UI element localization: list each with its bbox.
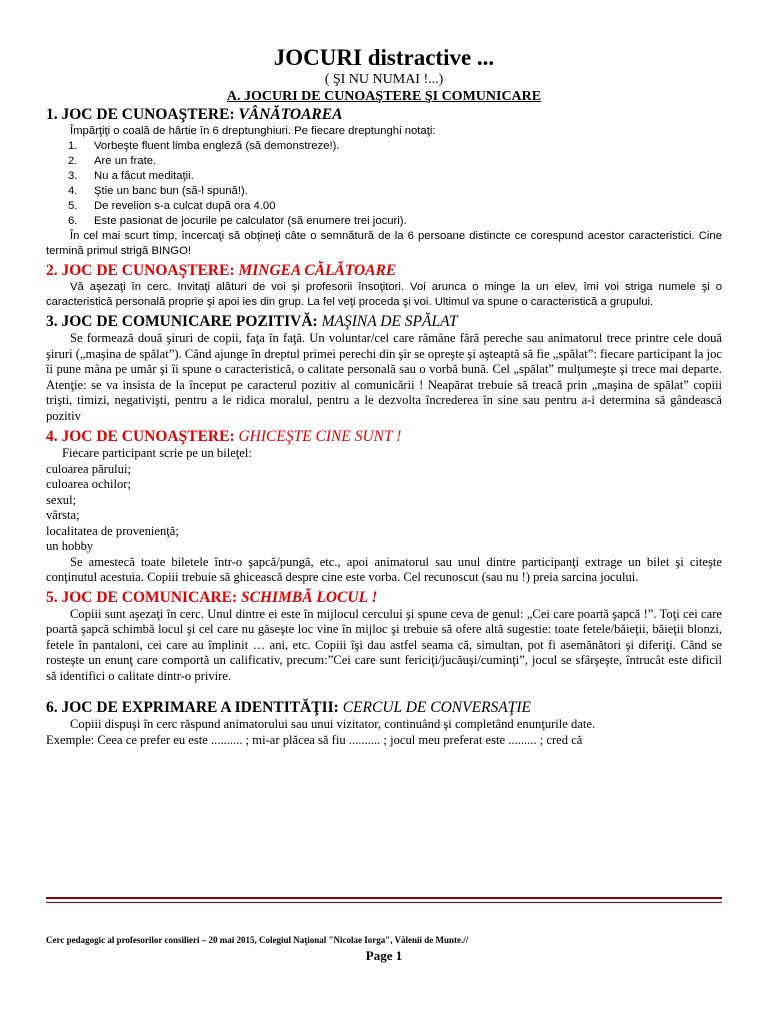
list-text: Este pasionat de jocurile pe calculator (să enumere trei jocuri).: [94, 215, 407, 227]
list-item: [46, 214, 722, 229]
game1-heading: [46, 105, 722, 124]
game4-item: vârsta;: [46, 508, 80, 522]
game4-heading: [46, 427, 722, 446]
game5-heading-label: 5. JOC DE COMUNICARE:: [46, 588, 238, 606]
document-page: [46, 44, 722, 748]
game4-item: localitatea de provenienţă;: [46, 523, 179, 538]
footer-text: Cerc pedagogic al profesorilor consilieri – 20 mai 2015, Colegiul Naţional "Nicolae Iorga", Vălenii de Munte.//: [46, 935, 469, 945]
game2-heading-label: 2. JOC DE CUNOAŞTERE:: [46, 262, 235, 279]
game6-heading: [46, 698, 722, 717]
game3-body: Se formează două şiruri de copii, faţa în faţă. Un voluntar/cel care rămâne fără pereche sau animatorul trece printre cele două şiruri („maşina de spălat”). Când ajunge în dreptul primei perechi din şir se opreşte şi aşteaptă să fie „spălat”: fiecare participant la joc îi pune mâna pe umăr şi îi spune o caracteristică, o calitate personală sau o vorbă bună. Cel „spălat” mulţumeşte şi trece mai departe. Atenţie: se va insista de la început pe caracterul pozitiv al comunicării ! Neapărat trebuie să treacă prin „maşina de spălat” copiii trişti, timizi, negativişti, pentru a le ridica moralul, pentru a le dezvolta încrederea în sine sau pentru a-i determina să gândească pozitiv: [46, 331, 722, 423]
game1-heading-label: 1. JOC DE CUNOAŞTERE:: [46, 106, 235, 123]
game4-item: sexul;: [46, 492, 77, 507]
footer-rule-thick: [46, 897, 722, 899]
game2-heading: [46, 261, 722, 280]
game4-item: culoarea părului;: [46, 461, 131, 476]
list-number: 2.: [68, 155, 78, 167]
list-item: [46, 199, 722, 214]
list-number: 6.: [68, 215, 78, 227]
game1-list: [46, 139, 722, 229]
list-text: Ştie un banc bun (să-l spună!).: [94, 185, 248, 197]
game3-name: MAŞINA DE SPĂLAT: [321, 313, 458, 330]
game6-name: CERCUL DE CONVERSAŢIE: [342, 699, 532, 716]
page-number: Page 1: [365, 948, 403, 963]
game5-name: SCHIMBĂ LOCUL !: [241, 588, 378, 606]
game4-body: Se amestecă toate biletele într-o şapcă/pungă, etc., apoi animatorul sau unul dintre participanţi extrage un bilet şi citeşte conţinutul acestuia. Copiii trebuie să ghicească despre cine este vorba. Cel recunoscut (sau nu !) preia sarcina jocului.: [46, 554, 722, 584]
game1-name: VÂNĂTOAREA: [238, 106, 343, 123]
game1-outro: În cel mai scurt timp, încercaţi să obţineţi câte o semnătură de la 6 persoane distincte ce corespund acestor caracteristici. Cine termină primul strigă BINGO!: [46, 230, 722, 257]
game1-section: [46, 124, 722, 259]
game6-heading-label: 6. JOC DE EXPRIMARE A IDENTITĂŢII:: [46, 699, 339, 716]
list-text: Nu a făcut meditaţii.: [94, 170, 194, 182]
game6-section: [46, 717, 722, 748]
list-number: 4.: [68, 185, 78, 197]
game3-heading: [46, 312, 722, 331]
game5-heading: [46, 588, 722, 607]
game2-name: MINGEA CĂLĂTOARE: [238, 262, 397, 279]
document-title: JOCURI distractive ...: [273, 45, 495, 70]
game5-body: Copiii sunt aşezaţi în cerc. Unul dintre ei este în mijlocul cercului şi spune ceva de genul: „Cei care poartă şapcă !”. Toţi cei care poartă şapcă schimbă locul şi cel care nu găseşte loc vine în mijloc şi trebuie să ofere altă sugestie: toate fetele/băieţii, băieţii blonzi, fetele în pantaloni, cei care au împlinit … ani, etc. Copiii îşi dau astfel seama că, simultan, pot fi asemănători şi diferiţi. Când se rosteşte un enunţ care comportă un calificativ, precum:”Cei care sunt fericiţi/jucăuşi/cuminţi”, jocul se sfârşeşte, întrucât este dificil să identifici o calitate dintr-o privire.: [46, 606, 722, 683]
game1-intro: Împărţiţi o coală de hârtie în 6 dreptunghiuri. Pe fiecare dreptunghi notaţi:: [70, 125, 436, 137]
game4-intro: Fiecare participant scrie pe un bileţel:: [62, 446, 252, 460]
game4-item: culoarea ochilor;: [46, 477, 131, 491]
game4-name: GHICEŞTE CINE SUNT !: [238, 428, 402, 445]
list-number: 1.: [68, 140, 78, 152]
list-text: De revelion s-a culcat după ora 4.00: [94, 200, 276, 212]
game6-body1: Copiii dispuşi în cerc răspund animatorului sau unui vizitator, continuând şi completând enunţurile date.: [70, 717, 596, 731]
list-text: Vorbeşte fluent limba engleză (să demonstreze!).: [94, 140, 340, 152]
game6-body2: Exemple: Ceea ce prefer eu este .......... ; mi-ar plăcea să fiu .......... ; jocul meu preferat este ......... ; cred că: [46, 732, 583, 747]
footer-rule-thin: [46, 902, 722, 903]
list-item: [46, 169, 722, 184]
list-item: [46, 139, 722, 154]
list-text: Are un frate.: [94, 155, 157, 167]
game4-section: [46, 446, 722, 586]
list-number: 3.: [68, 170, 78, 182]
game3-heading-label: 3. JOC DE COMUNICARE POZITIVĂ:: [46, 313, 318, 330]
list-item: [46, 184, 722, 199]
list-item: [46, 154, 722, 169]
game2-body: Vă aşezaţi în cerc. Invitaţi alături de voi şi profesorii însoţitori. Voi arunca o minge la un elev, îmi voi striga numele şi o caracteristică personală proprie şi apoi ies din grup. La fel veţi proceda şi voi. Ultimul va spune o caracteristică a grupului.: [46, 281, 722, 308]
game4-heading-label: 4. JOC DE CUNOAŞTERE:: [46, 428, 235, 445]
game4-item: un hobby: [46, 539, 94, 553]
section-a-title: A. JOCURI DE CUNOAŞTERE ŞI COMUNICARE: [226, 89, 542, 104]
document-subtitle: ( ŞI NU NUMAI !...): [324, 72, 444, 87]
list-number: 5.: [68, 200, 78, 212]
